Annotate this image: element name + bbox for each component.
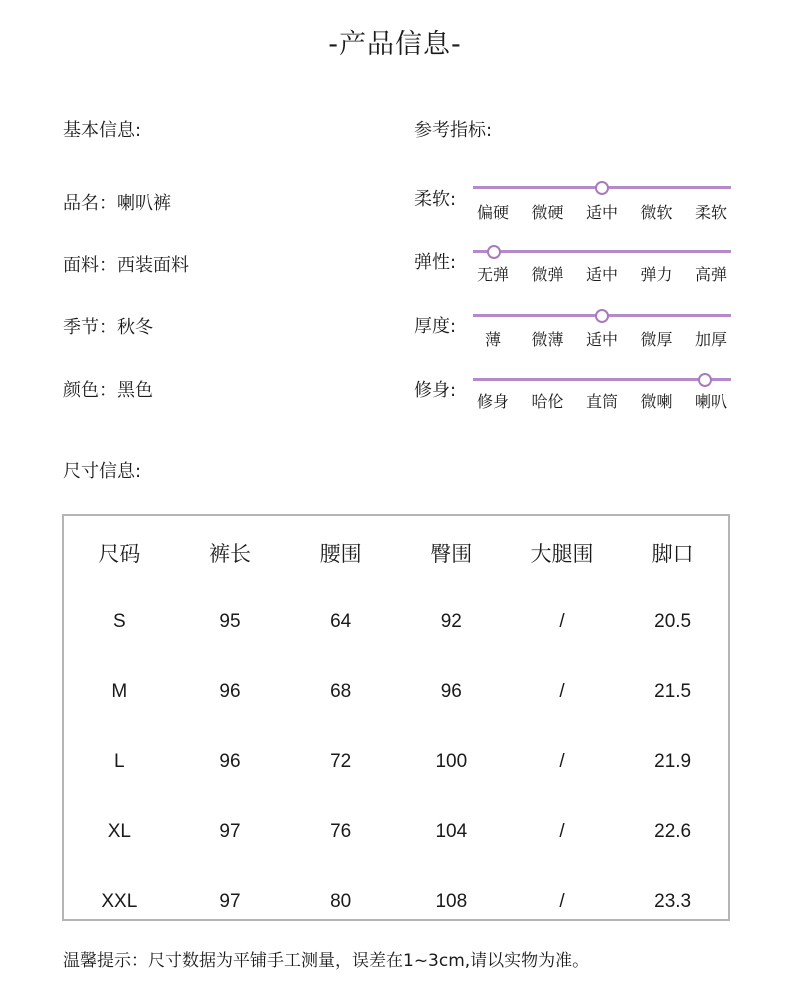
table-cell: XXL [101,891,138,912]
info-fabric [63,251,189,277]
info-value: 秋冬 [117,317,153,338]
tick-label: 适中 [585,265,618,284]
info-season [63,313,153,339]
metric-softness-label: 柔软: [414,189,457,210]
tick-label: 无弹 [476,265,509,284]
metric-thickness-label: 厚度: [414,316,457,337]
tip-text: 温馨提示：尺寸数据为平铺手工测量，误差在1~3cm,请以实物为准。 [63,951,590,971]
table-cell: 104 [435,821,468,842]
table-cell: 96 [219,681,241,702]
metric-softness-scale [473,186,731,189]
col-size: 尺码 [98,542,141,566]
size-info-heading: 尺寸信息: [63,461,142,482]
table-cell: / [559,891,565,912]
table-cell: 96 [219,751,241,772]
table-cell: 23.3 [654,891,692,912]
tick-label: 微喇 [640,392,673,411]
table-cell: 100 [435,751,468,772]
metric-fit-label: 修身: [414,380,457,401]
info-value: 西装面料 [117,255,189,276]
col-waist: 腰围 [319,542,362,566]
tick-label: 微厚 [640,330,673,349]
metric-softness-ticks [468,200,736,223]
table-cell: M [111,681,128,702]
tick-label: 喇叭 [694,392,727,411]
info-value: 黑色 [117,380,153,401]
table-header-row [64,516,728,587]
table-cell: 22.6 [654,821,692,842]
tick-label: 适中 [585,330,618,349]
tick-label: 高弹 [694,265,727,284]
col-hip: 臀围 [430,542,473,566]
tick-label: 加厚 [694,330,727,349]
tick-label: 微硬 [531,203,564,222]
table-cell: 80 [330,891,352,912]
info-name [63,189,171,215]
metric-elasticity-scale [473,250,731,253]
tick-label: 薄 [484,330,501,349]
table-cell: 76 [330,821,352,842]
tick-label: 微薄 [531,330,564,349]
table-cell: XL [107,821,131,842]
table-cell: 92 [440,611,462,632]
info-label: 颜色： [63,380,117,401]
metric-softness-marker [595,181,609,195]
table-cell: / [559,611,565,632]
col-length: 裤长 [208,542,251,566]
table-row [64,727,728,797]
metric-elasticity-ticks [468,262,736,285]
table-cell: / [559,821,565,842]
table-row [64,657,728,727]
tick-label: 修身 [476,392,509,411]
col-thigh: 大腿围 [530,542,594,566]
info-color [63,376,153,402]
table-row [64,797,728,867]
tick-label: 柔软 [694,203,727,222]
metric-elasticity-label: 弹性: [414,252,457,273]
tick-label: 哈伦 [531,392,564,411]
tick-label: 微软 [640,203,673,222]
table-cell: / [559,681,565,702]
metric-thickness-scale [473,314,731,317]
table-cell: 108 [435,891,468,912]
table-cell: 96 [440,681,462,702]
info-value: 喇叭裤 [117,193,171,214]
tick-label: 适中 [585,203,618,222]
metric-thickness-ticks [468,327,736,350]
table-cell: S [112,611,126,632]
reference-heading: 参考指标: [414,120,493,141]
basic-info-heading: 基本信息: [63,120,142,141]
table-cell: 68 [330,681,352,702]
table-cell: 97 [219,821,241,842]
tick-label: 微弹 [531,265,564,284]
metric-fit-scale [473,378,731,381]
tick-label: 直筒 [585,392,618,411]
metric-elasticity-marker [487,245,501,259]
info-label: 面料： [63,255,117,276]
table-cell: 20.5 [654,611,692,632]
table-cell: 95 [219,611,241,632]
table-cell: 72 [330,751,352,772]
page-title: -产品信息- [328,29,462,60]
table-cell: 21.5 [654,681,692,702]
metric-fit-ticks [468,389,736,412]
tick-label: 弹力 [640,265,673,284]
col-hem: 脚口 [651,542,694,566]
table-cell: / [559,751,565,772]
size-table [62,514,730,921]
table-row [64,867,728,937]
table-cell: 97 [219,891,241,912]
table-row [64,587,728,657]
metric-fit-marker [698,373,712,387]
tick-label: 偏硬 [476,203,509,222]
info-label: 季节： [63,317,117,338]
table-cell: 21.9 [654,751,692,772]
size-table-grid [64,516,728,937]
table-cell: 64 [330,611,352,632]
info-label: 品名： [63,193,117,214]
metric-thickness-marker [595,309,609,323]
table-cell: L [114,751,125,772]
